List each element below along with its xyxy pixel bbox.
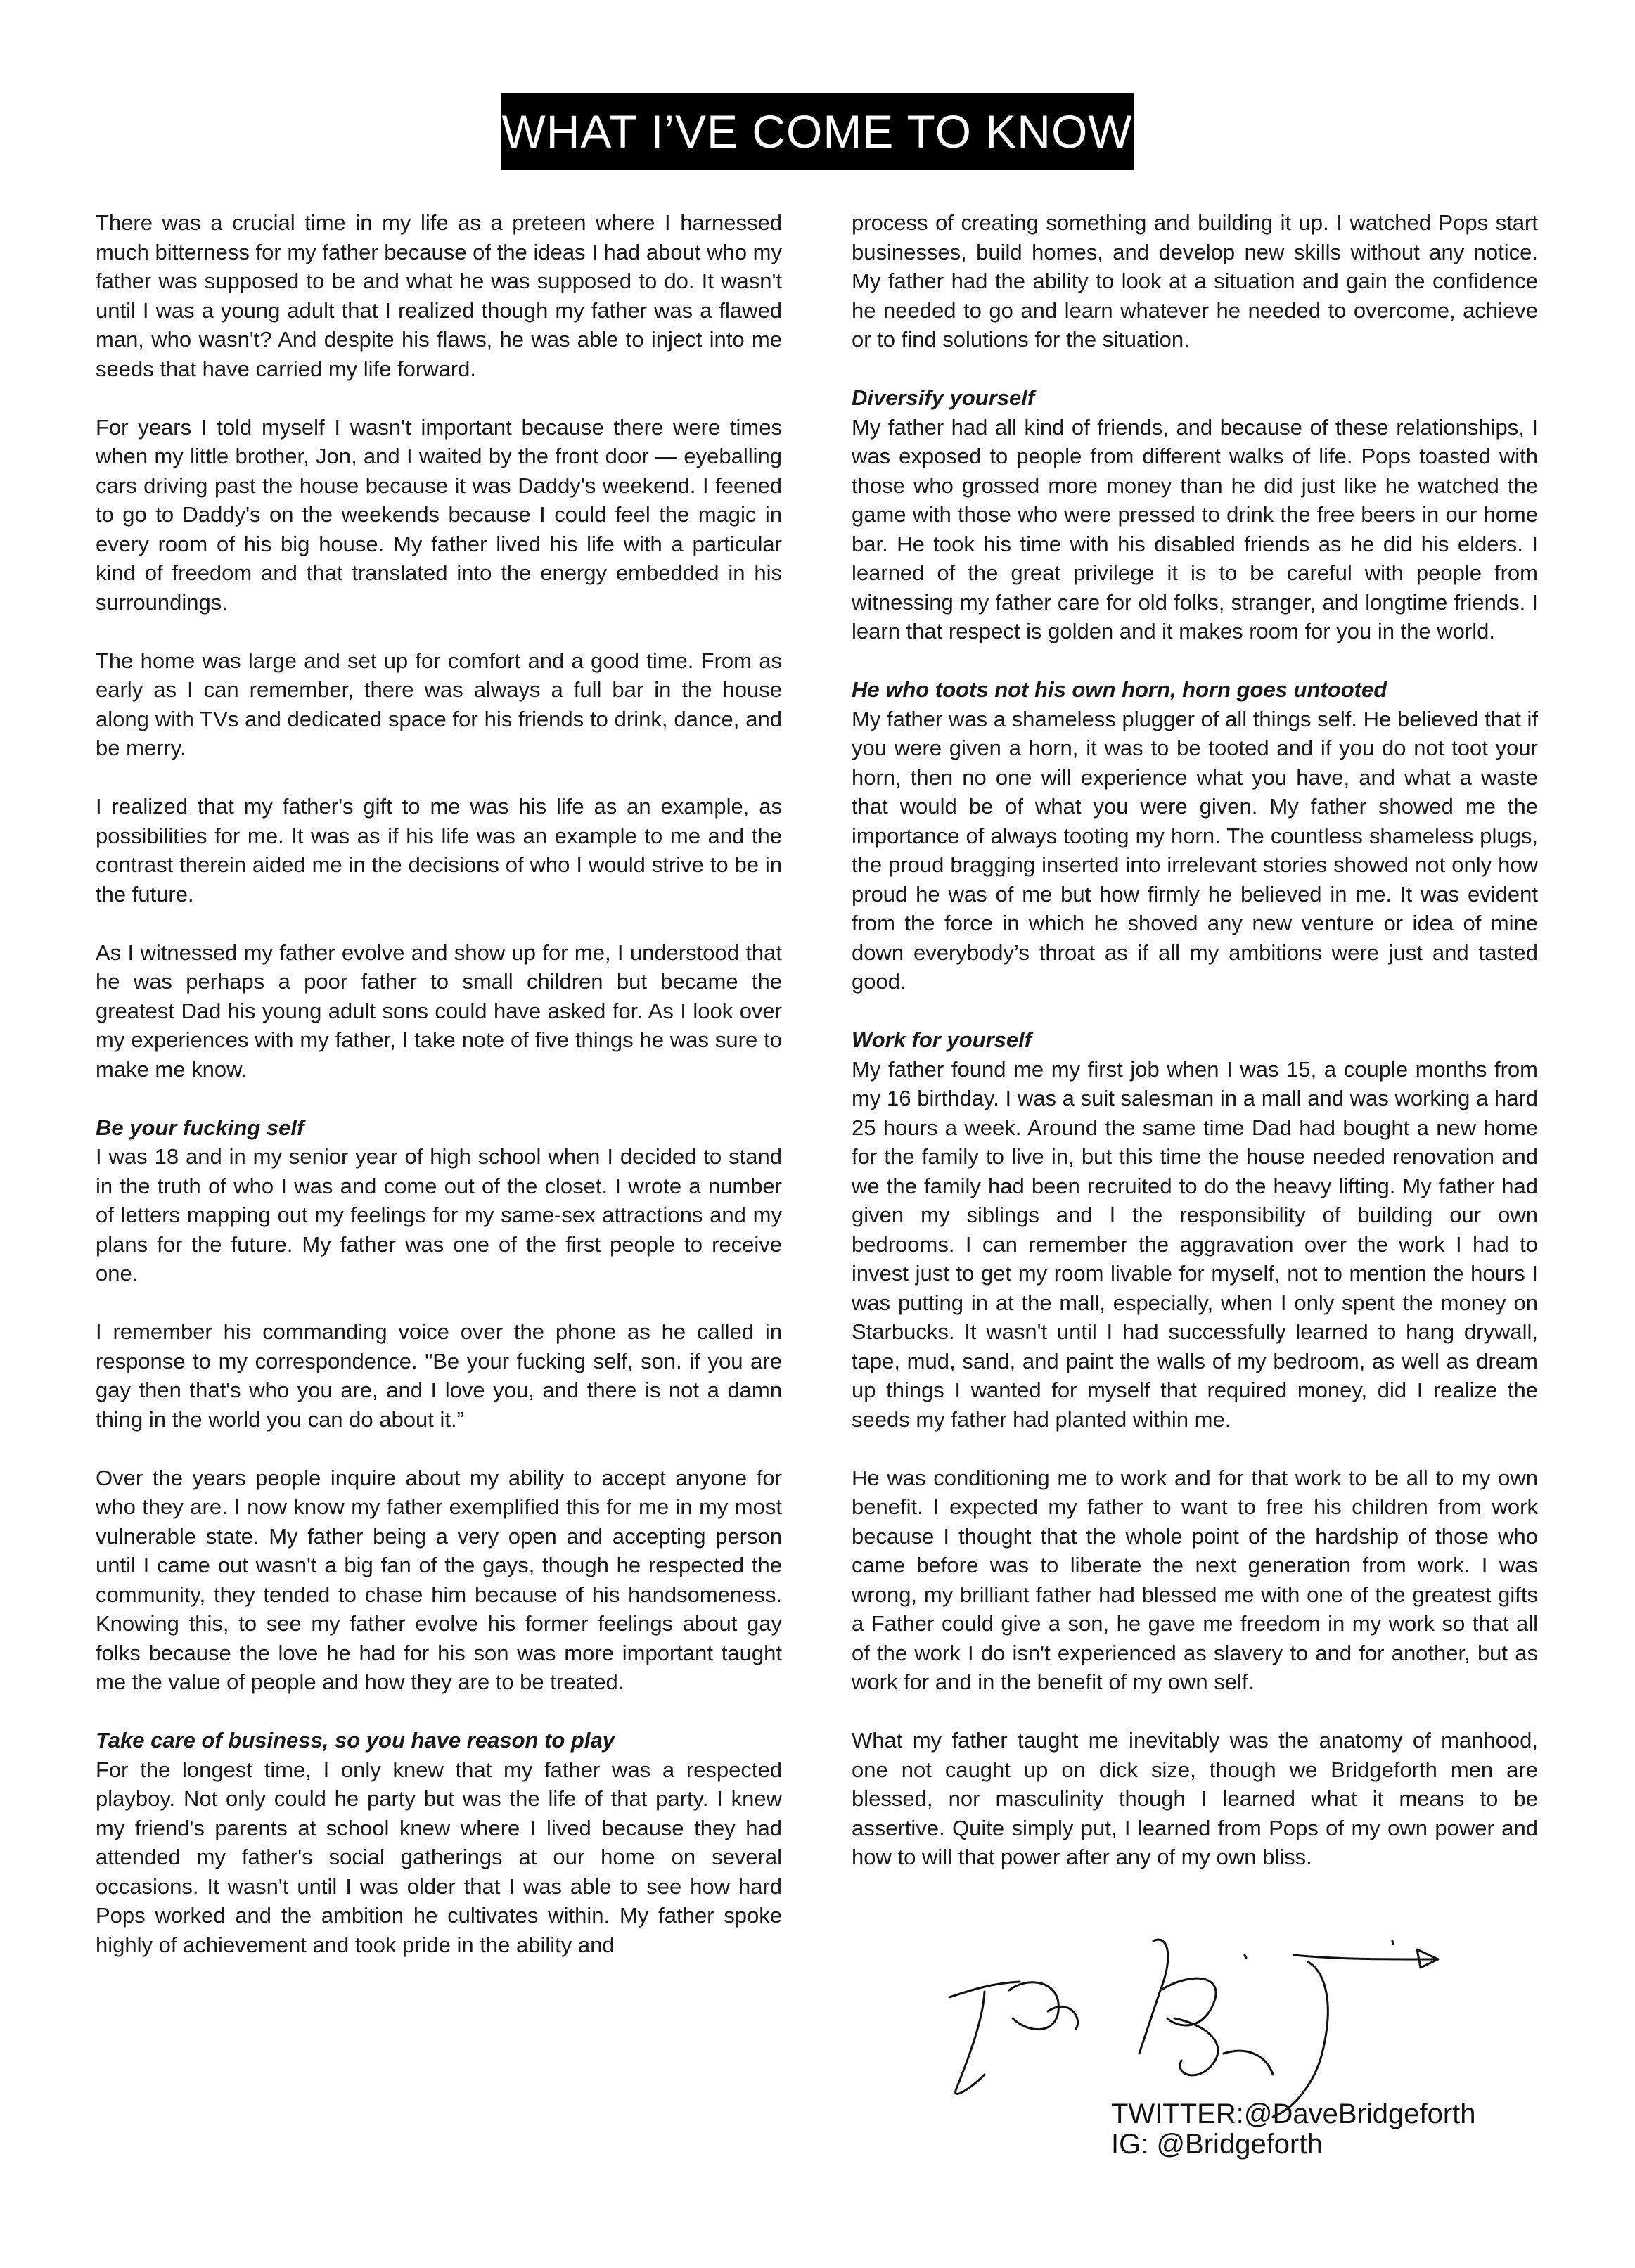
twitter-handle: TWITTER:@DaveBridgeforth <box>1111 2099 1476 2129</box>
paragraph: My father found me my first job when I was 15, a couple months from my 16 birthday. I was a suit salesman in a mall and was working a hard 25 hours a week. Around the same time Dad had bought a new home for the family to live in, but this time the house needed renovation and we the family had been recruited to do the heavy lifting. My father had given my siblings and I the responsibility of building our own bedrooms. I can remember the aggravation over the work I had to invest just to get my room livable for myself, not to mention the hours I was putting in at the mall, especially, when I only spent the money on Starbucks. It wasn't until I had successfully learned to hang drywall, tape, mud, sand, and paint the walls of my bedroom, as well as dream up things I wanted for myself that required money, did I realize the seeds my father had planted within me. <box>852 1056 1538 1432</box>
section-heading: He who toots not his own horn, horn goes untooted <box>852 677 1387 702</box>
section-heading: Diversify yourself <box>852 385 1035 410</box>
paragraph: What my father taught me inevitably was the anatomy of manhood, one not caught up on dick size, though we Bridgeforth men are blessed, nor masculinity though I learned what it means to be assertive. Quite simply put, I learned from Pops of my own power and how to will that power after any of my own bliss. <box>852 1728 1538 1869</box>
page-title-text: WHAT I’VE COME TO KNOW <box>501 105 1133 158</box>
paragraph: I remember his commanding voice over the phone as he called in response to my correspondence. "Be your fucking self, son. if you are gay then that's who you are, and I love you, and there is not a damn thing in the world you can do about it.” <box>96 1319 782 1432</box>
instagram-handle: IG: @Bridgeforth <box>1111 2129 1323 2160</box>
paragraph: As I witnessed my father evolve and show up for me, I understood that he was perhaps a poor father to small children but became the greatest Dad his young adult sons could have asked for. As I look over my experiences with my father, I take note of five things he was sure to make me know. <box>96 940 782 1082</box>
signature-icon <box>942 1913 1456 2124</box>
paragraph: process of creating something and building it up. I watched Pops start businesses, build homes, and develop new skills without any notice. My father had the ability to look at a situation and gain the confidence he needed to go and learn whatever he needed to overcome, achieve or to find solutions for the situation. <box>852 210 1538 352</box>
paragraph: The home was large and set up for comfort and a good time. From as early as I can remember, there was always a full bar in the house along with TVs and dedicated space for his friends to drink, dance, and be merry. <box>96 648 782 760</box>
paragraph: I realized that my father's gift to me was his life as an example, as possibilities for me. It was as if his life was an example to me and the contrast therein aided me in the decisions of who I would strive to be in the future. <box>96 794 782 906</box>
paragraph: For years I told myself I wasn't important because there were times when my little brother, Jon, and I waited by the front door — eyeballing cars driving past the house because it was Daddy's weekend. I feened to go to Daddy's on the weekends because I could feel the magic in every room of his big house. My father lived his life with a particular kind of freedom and that translated into the energy embedded in his surroundings. <box>96 414 782 615</box>
paragraph: There was a crucial time in my life as a preteen where I harnessed much bitterness for my father because of the ideas I had about who my father was supposed to be and what he was supposed to do. It wasn't until I was a young adult that I realized though my father was a flawed man, who wasn't? And despite his flaws, he was able to inject into me seeds that have carried my life forward. <box>96 210 782 381</box>
social-handles <box>1111 2099 1476 2160</box>
paragraph: I was 18 and in my senior year of high school when I decided to stand in the truth of who I was and come out of the closet. I wrote a number of letters mapping out my feelings for my same-sex attractions and my plans for the future. My father was one of the first people to receive one. <box>96 1144 782 1286</box>
paragraph: My father was a shameless plugger of all things self. He believed that if you were given a horn, it was to be tooted and if you do not toot your horn, then no one will experience what you have, and what a waste that would be of what you were given. My father showed me the importance of always tooting my horn. The countless shameless plugs, the proud bragging inserted into irrelevant stories showed not only how proud he was of me but how firmly he believed in me. It was evident from the force in which he shoved any new venture or idea of mine down everybody’s throat as if all my ambitions were just and tasted good. <box>852 706 1538 994</box>
paragraph: For the longest time, I only knew that my father was a respected playboy. Not only could he party but was the life of that party. I knew my friend's parents at school knew where I lived because they had attended my father's social gatherings at our home on several occasions. It wasn't until I was older that I was able to see how hard Pops worked and the ambition he cultivates within. My father spoke highly of achievement and took pride in the ability and <box>96 1757 782 1957</box>
right-column <box>852 208 1538 1901</box>
section-heading: Work for yourself <box>852 1027 1032 1052</box>
section-heading: Take care of business, so you have reason to play <box>96 1728 615 1753</box>
paragraph: He was conditioning me to work and for that work to be all to my own benefit. I expected my father to want to free his children from work because I thought that the whole point of the hardship of those who came before was to liberate the next generation from work. I was wrong, my brilliant father had blessed me with one of the greatest gifts a Father could give a son, he gave me freedom in my work so that all of the work I do isn't experienced as slavery to and for another, but as work for and in the benefit of my own self. <box>852 1465 1538 1694</box>
page-title <box>501 93 1134 170</box>
paragraph: My father had all kind of friends, and because of these relationships, I was exposed to people from different walks of life. Pops toasted with those who grossed more money than he did just like he watched the game with those who were pressed to drink the free beers in our home bar. He took his time with his disabled friends as he did his elders. I learned of the great privilege it is to be careful with people from witnessing my father care for old folks, stranger, and longtime friends. I learn that respect is golden and it makes room for you in the world. <box>852 414 1538 643</box>
section-heading: Be your fucking self <box>96 1115 304 1140</box>
paragraph: Over the years people inquire about my ability to accept anyone for who they are. I now know my father exemplified this for me in my most vulnerable state. My father being a very open and accepting person until I came out wasn't a big fan of the gays, though he respected the community, they tended to chase him because of his handsomeness. Knowing this, to see my father evolve his former feelings about gay folks because the love he had for his son was more important taught me the value of people and how they are to be treated. <box>96 1465 782 1694</box>
left-column <box>96 208 782 1989</box>
